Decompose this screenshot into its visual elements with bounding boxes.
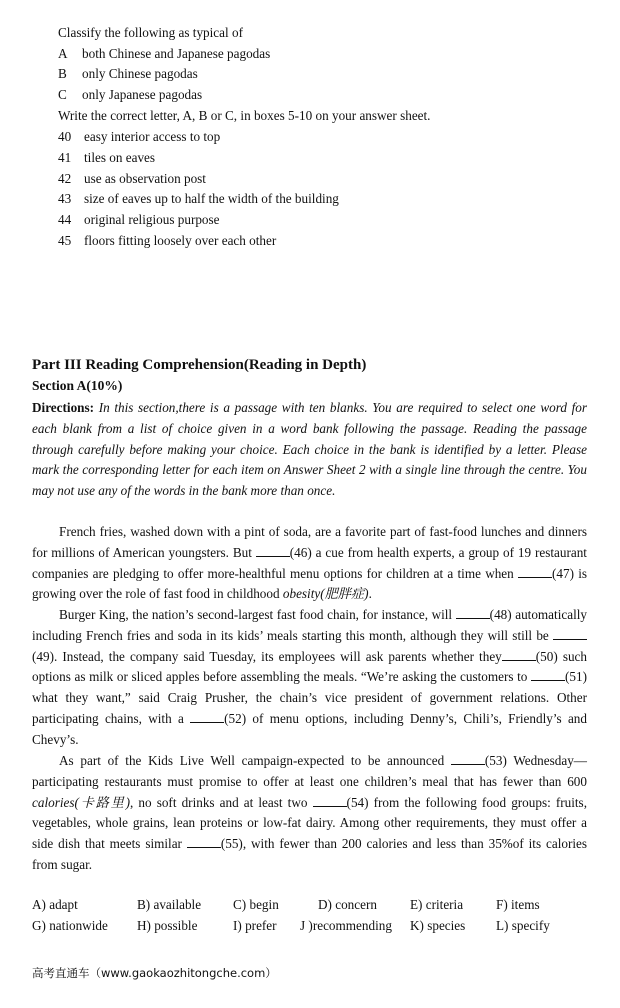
blank-46 <box>256 544 290 557</box>
classify-instruction: Write the correct letter, A, B or C, in boxes 5-10 on your answer sheet. <box>58 108 431 123</box>
bank-choice: H) possible <box>137 918 198 933</box>
item-43 <box>58 191 339 207</box>
passage-text: (54) from the following food groups: fruits, vegetables, whole grains, lean proteins or low-fat dairy. Among other requirements, they must offer a side dish that meets similar <box>32 794 587 852</box>
glossed-term: calories(卡路里) <box>32 794 131 810</box>
blank-55 <box>187 835 221 848</box>
directions-label: Directions: <box>32 400 95 415</box>
item-text: floors fitting loosely over each other <box>84 233 277 248</box>
blank-48 <box>456 606 490 619</box>
item-text: original religious purpose <box>84 212 220 227</box>
item-44 <box>58 212 220 228</box>
passage-text: (49). Instead, the company said Tuesday, its employees will ask parents whether they <box>32 648 502 664</box>
passage-text: (53) Wednesday—participating restaurants must promise to offer at least one children’s meal that has fewer than 600 <box>32 753 587 789</box>
bank-choice: J )recommending <box>300 918 392 933</box>
passage-paragraph-2 <box>32 605 587 751</box>
passage-paragraph-3 <box>32 751 587 876</box>
item-text: use as observation post <box>84 171 206 186</box>
passage-text: (50) such options as milk or sliced apples before assembling the meals. “We’re asking the customers to <box>32 648 587 685</box>
passage-text: Burger King, the nation’s second-largest fast food chain, for instance, will <box>59 607 456 622</box>
option-letter: C <box>58 87 67 102</box>
option-text: only Chinese pagodas <box>82 66 198 81</box>
item-41 <box>58 150 155 166</box>
bank-choice: L) specify <box>496 918 550 933</box>
item-number: 42 <box>58 171 72 186</box>
item-number: 44 <box>58 212 72 227</box>
directions-text: In this section,there is a passage with ten blanks. You are required to select one word for each blank from a list of choice given in a word bank following the passage. Reading the passage through carefully before making your choice. Each choice in the bank is identified by a letter. Please mark the corresponding letter for each item on Answer Sheet 2 with a single line through the centre. You may not use any of the words in the bank more than once. <box>32 400 588 499</box>
passage-text: , no soft drinks and at least two <box>130 794 313 810</box>
passage-text: (51) what they want,” said Craig Prusher, the chain’s vice president of government relations. Other participating chains, with a <box>32 669 587 726</box>
item-number: 40 <box>58 129 72 144</box>
footer-source: 高考直通车（www.gaokaozhitongche.com） <box>32 966 277 980</box>
option-b <box>58 66 198 82</box>
item-number: 43 <box>58 191 72 206</box>
bank-choice: A) adapt <box>32 897 78 912</box>
passage-text: As part of the Kids Live Well campaign-expected to be announced <box>59 753 451 768</box>
directions <box>32 398 587 502</box>
blank-54 <box>313 794 347 807</box>
item-40 <box>58 129 220 145</box>
bank-choice: G) nationwide <box>32 918 108 933</box>
item-number: 41 <box>58 150 72 165</box>
passage-paragraph-1 <box>32 522 587 605</box>
passage-text: (48) automatically including French fries and soda in its kids’ meals starting this month, although they will still be <box>32 607 587 643</box>
item-text: size of eaves up to half the width of the building <box>84 191 339 206</box>
passage-text: (46) a cue from health experts, a group of 19 restaurant companies are pledging to offer more-healthful menu options for children at a time when <box>32 544 587 581</box>
blank-53 <box>451 752 485 765</box>
bank-choice: D) concern <box>318 897 377 912</box>
item-number: 45 <box>58 233 72 248</box>
passage-text: (55), with fewer than 200 calories and less than 35%of its calories from sugar. <box>32 836 587 872</box>
option-text: only Japanese pagodas <box>82 87 203 102</box>
option-letter: A <box>58 46 68 61</box>
option-letter: B <box>58 66 67 81</box>
passage-text: (52) of menu options, including Denny’s, Chili’s, Friendly’s and Chevy’s. <box>32 710 587 747</box>
item-text: easy interior access to top <box>84 129 221 144</box>
blank-47 <box>518 565 552 578</box>
passage-text: . <box>368 586 372 602</box>
option-a <box>58 46 270 62</box>
part-title: Part III Reading Comprehension(Reading in Depth) <box>32 357 367 373</box>
bank-choice: C) begin <box>233 897 279 912</box>
option-c <box>58 87 202 103</box>
item-45 <box>58 233 276 249</box>
blank-52 <box>190 710 224 723</box>
blank-50 <box>502 648 536 661</box>
bank-choice: B) available <box>137 897 202 912</box>
classify-intro: Classify the following as typical of <box>58 25 243 40</box>
item-text: tiles on eaves <box>84 150 156 165</box>
section-title: Section A(10%) <box>32 378 123 393</box>
bank-choice: K) species <box>410 918 466 933</box>
blank-49 <box>553 627 587 640</box>
passage-text: (47) is growing over the role of fast food in childhood <box>32 565 587 602</box>
glossed-term: obesity(肥胖症) <box>282 586 369 602</box>
bank-choice: I) prefer <box>233 918 277 933</box>
item-42 <box>58 171 206 187</box>
blank-51 <box>531 668 565 681</box>
passage-text: French fries, washed down with a pint of soda, are a favorite part of fast-food lunches and dinners for millions of American youngsters. But <box>32 524 587 560</box>
bank-choice: E) criteria <box>410 897 464 912</box>
option-text: both Chinese and Japanese pagodas <box>82 46 271 61</box>
bank-choice: F) items <box>496 897 540 912</box>
